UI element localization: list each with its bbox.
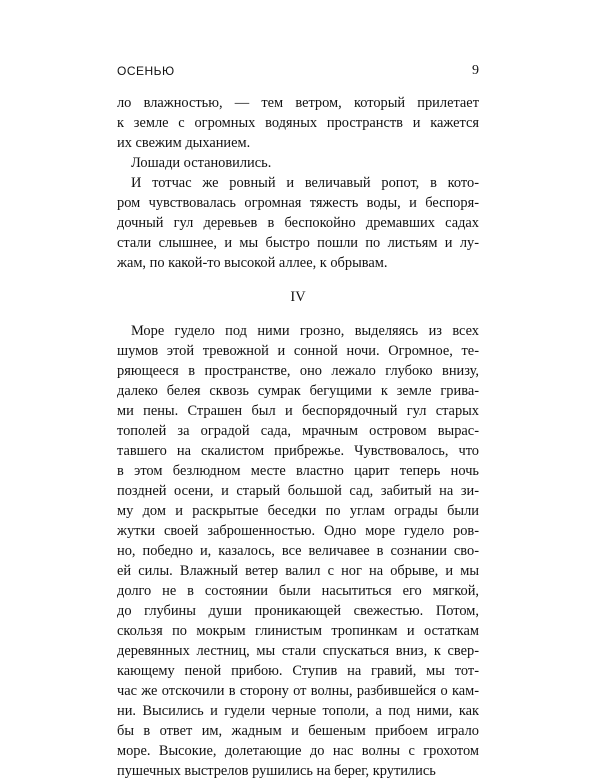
text-line: ни. Высились и гудели черные тополи, а под ними, как (117, 703, 479, 719)
paragraph (117, 173, 479, 273)
text-line: Лошади остановились. (131, 155, 272, 171)
text-line: к земле с огромных водяных пространств и кажется (117, 115, 479, 131)
text-line: до глубины души проникающей свежестью. Потом, (117, 603, 479, 619)
text-line: Море гудело под ними грозно, выделяясь из всех (131, 323, 479, 339)
paragraph (117, 93, 479, 153)
text-after-section (117, 321, 479, 781)
text-line: скользя по мокрым глинистым тропинкам и остаткам (117, 623, 479, 639)
text-line: ей силы. Влажный ветер валил с ног на обрыве, и мы (117, 563, 479, 579)
text-before-section (117, 93, 479, 273)
text-line: дочный гул деревьев в беспокойно дремавших садах (117, 215, 479, 231)
text-line: море. Высокие, долетающие до нас волны с грохотом (117, 743, 479, 759)
text-line: И тотчас же ровный и величавый ропот, в кото- (131, 175, 479, 191)
text-line: далеко белея сквозь сумрак бегущими к земле грива- (117, 383, 479, 399)
text-line: шумов этой тревожной и сонной ночи. Огромное, те- (117, 343, 479, 359)
text-line: ряющееся в пространстве, оно лежало глубоко внизу, (117, 363, 479, 379)
text-line: пушечных выстрелов рушились на берег, крутились (117, 763, 436, 779)
text-line: ром чувствовалась огромная тяжесть воды, и беспоря- (117, 195, 479, 211)
text-line: долго не в состоянии были насытиться его мягкой, (117, 583, 479, 599)
text-line: в этом безлюдном месте властно царит теперь ночь (117, 463, 479, 479)
text-line: деревянных лестниц, мы стали спускаться вниз, к свер- (117, 643, 479, 659)
text-line: но, победно и, казалось, все величавее в сознании сво- (117, 543, 479, 559)
text-line: тавшего на скалистом прибрежье. Чувствовалось, что (117, 443, 479, 459)
text-line: жутки своей заброшенностью. Одно море гудело ров- (117, 523, 479, 539)
running-head (117, 64, 479, 82)
section-heading: IV (290, 289, 306, 305)
paragraph (117, 321, 479, 781)
text-line: тополей за оградой сада, мрачным островом вырас- (117, 423, 479, 439)
text-line: поздней осени, и старый большой сад, забитый на зи- (117, 483, 479, 499)
page-body (117, 93, 479, 781)
text-line: час же отскочили в сторону от волны, разбившейся о кам- (117, 683, 479, 699)
text-line: стали слышнее, и мы быстро пошли по листьям и лу- (117, 235, 479, 251)
paragraph (117, 153, 479, 173)
text-line: му дом и раскрытые беседки по углам ограды были (117, 503, 479, 519)
page-number: 9 (472, 63, 479, 78)
text-line: жам, по какой-то высокой аллее, к обрывам. (117, 255, 388, 271)
running-head-title: ОСЕНЬЮ (117, 64, 175, 78)
text-line: ло влажностью, — тем ветром, который прилетает (117, 95, 479, 111)
text-line: ми пены. Страшен был и беспорядочный гул старых (117, 403, 479, 419)
text-line: их свежим дыханием. (117, 135, 251, 151)
text-line: бы в ответ им, жадным и бешеным прибоем играло (117, 723, 479, 739)
text-line: кающему пеной прибою. Ступив на гравий, мы тот- (117, 663, 479, 679)
